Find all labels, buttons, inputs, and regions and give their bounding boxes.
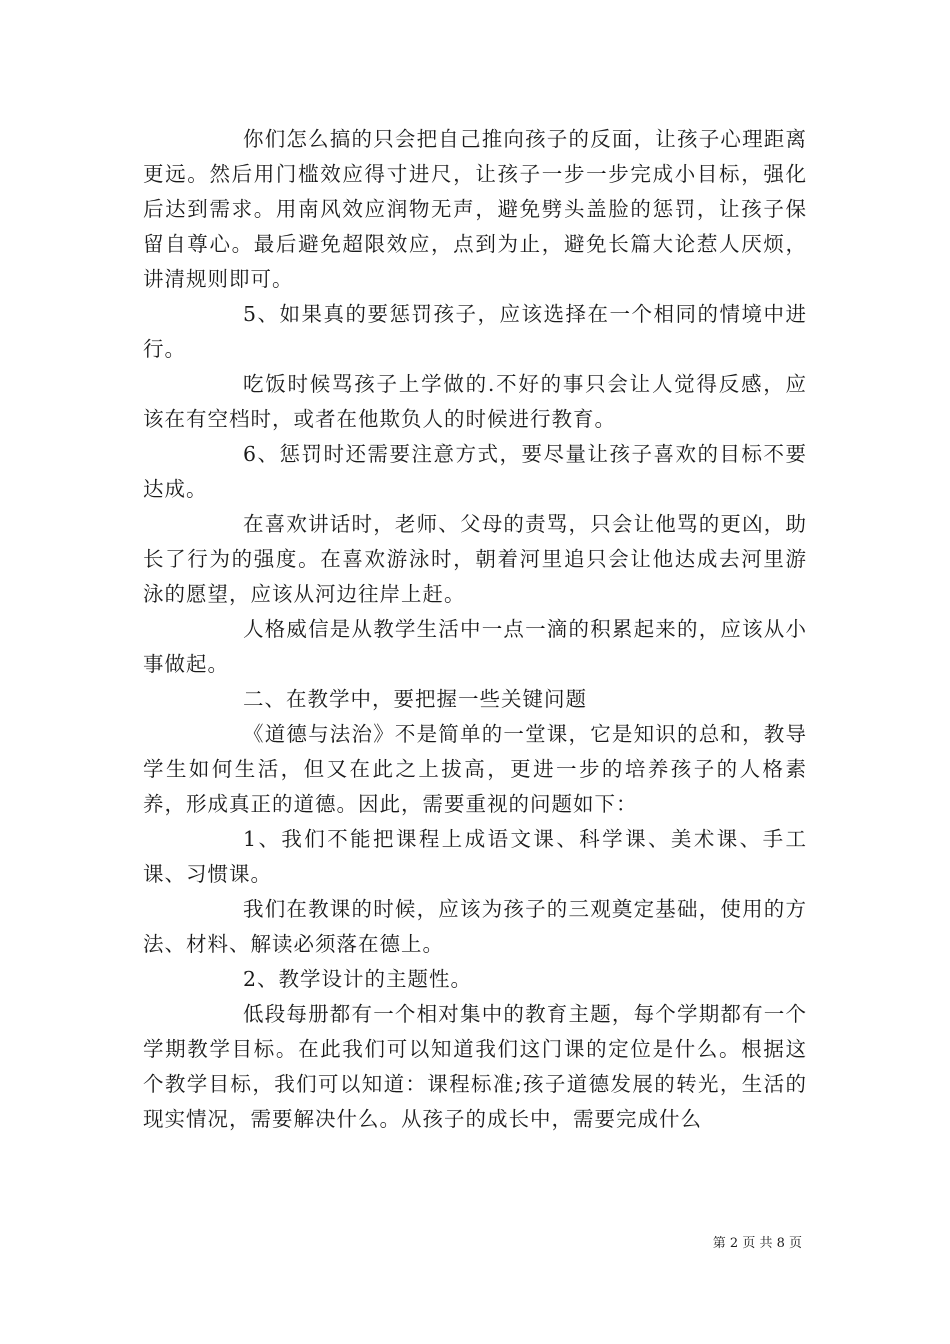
- paragraph: 在喜欢讲话时，老师、父母的责骂，只会让他骂的更凶，助长了行为的强度。在喜欢游泳时，朝着河里追只会让他达成去河里游泳的愿望，应该从河边往岸上赶。: [143, 512, 807, 606]
- paragraph: 你们怎么搞的只会把自己推向孩子的反面，让孩子心理距离更远。然后用门槛效应得寸进尺，让孩子一步一步完成小目标，强化后达到需求。用南风效应润物无声，避免劈头盖脸的惩罚，让孩子保留自尊心。最后避免超限效应，点到为止，避免长篇大论惹人厌烦，讲清规则即可。: [143, 127, 807, 291]
- section-heading: 二、在教学中，要把握一些关键问题: [243, 687, 587, 711]
- paragraph: 1、我们不能把课程上成语文课、科学课、美术课、手工课、习惯课。: [143, 827, 807, 886]
- paragraph: 2、教学设计的主题性。: [243, 967, 473, 991]
- paragraph: 6、惩罚时还需要注意方式，要尽量让孩子喜欢的目标不要达成。: [143, 442, 807, 501]
- page-number-footer: 第 2 页 共 8 页: [712, 1236, 802, 1251]
- paragraph: 低段每册都有一个相对集中的教育主题，每个学期都有一个学期教学目标。在此我们可以知道我们这门课的定位是什么。根据这个教学目标，我们可以知道：课程标准;孩子道德发展的转光，生活的现实情况，需要解决什么。从孩子的成长中，需要完成什么: [143, 1002, 807, 1131]
- paragraph: 吃饭时候骂孩子上学做的.不好的事只会让人觉得反感，应该在有空档时，或者在他欺负人的时候进行教育。: [143, 372, 807, 431]
- paragraph: 我们在教课的时候，应该为孩子的三观奠定基础，使用的方法、材料、解读必须落在德上。: [143, 897, 807, 956]
- paragraph: 5、如果真的要惩罚孩子，应该选择在一个相同的情境中进行。: [143, 302, 807, 361]
- paragraph: 人格威信是从教学生活中一点一滴的积累起来的，应该从小事做起。: [143, 617, 807, 676]
- paragraph: 《道德与法治》不是简单的一堂课，它是知识的总和，教导学生如何生活，但又在此之上拔高，更进一步的培养孩子的人格素养，形成真正的道德。因此，需要重视的问题如下：: [143, 722, 807, 816]
- document-body: [143, 122, 807, 1137]
